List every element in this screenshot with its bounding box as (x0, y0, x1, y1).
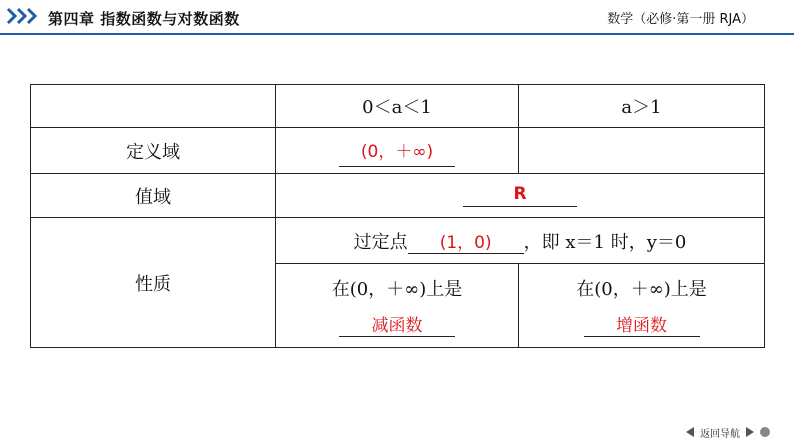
domain-label: 定义域 (31, 128, 276, 174)
domain-answer: (0，＋∞) (360, 141, 434, 162)
header-a-less-1: 0＜a＜1 (276, 85, 519, 128)
decreasing-answer: 减函数 (371, 315, 423, 336)
footer-nav (686, 423, 770, 441)
subject-label: 数学（必修·第一册 RJA） (607, 12, 754, 27)
header-divider (0, 33, 794, 35)
range-answer: R (513, 183, 527, 204)
prev-arrow-icon[interactable] (686, 427, 694, 437)
page-header (0, 0, 794, 34)
log-function-properties-table (30, 84, 765, 348)
increasing-answer: 增函数 (616, 315, 667, 336)
range-answer-cell (276, 174, 765, 218)
empty-header-cell (31, 85, 276, 128)
decreasing-cell (276, 264, 519, 348)
range-label: 值域 (31, 174, 276, 218)
fixed-point-suffix: ，即 x＝1 时，y＝0 (523, 231, 687, 253)
home-icon[interactable] (760, 427, 770, 437)
fixed-point-answer: (1，0) (439, 232, 492, 253)
increasing-text: 在(0，＋∞)上是 (576, 278, 707, 300)
chapter-title: 第四章 指数函数与对数函数 (48, 10, 240, 28)
back-to-nav-link[interactable]: 返回导航 (700, 428, 740, 440)
header-a-greater-1: a＞1 (519, 85, 765, 128)
domain-empty-cell (519, 128, 765, 174)
fixed-point-cell (276, 218, 765, 264)
next-arrow-icon[interactable] (746, 427, 754, 437)
decreasing-text: 在(0，＋∞)上是 (331, 278, 463, 300)
fixed-point-prefix: 过定点 (353, 231, 408, 253)
increasing-cell (519, 264, 765, 348)
domain-answer-cell (276, 128, 519, 174)
chevrons-icon (6, 6, 42, 26)
property-label: 性质 (31, 218, 276, 348)
